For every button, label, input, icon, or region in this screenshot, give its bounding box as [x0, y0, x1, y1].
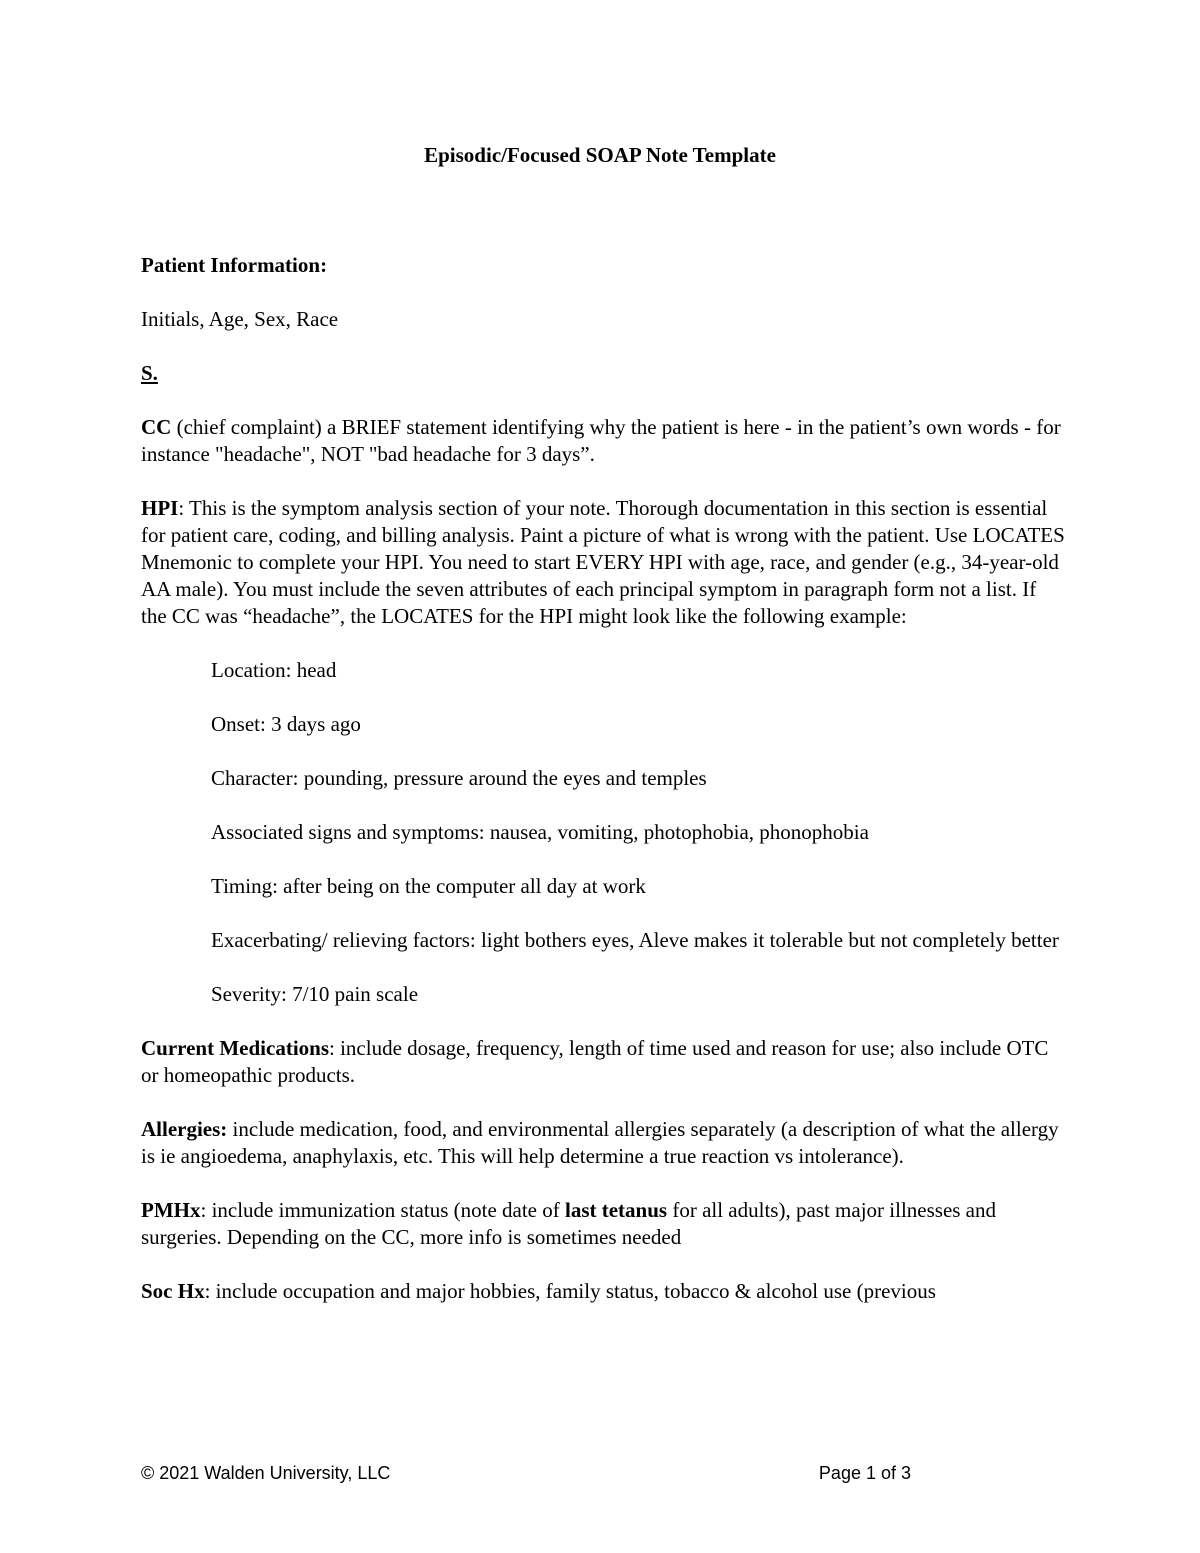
page-footer: [141, 1460, 911, 1487]
hpi-text: : This is the symptom analysis section of your note. Thorough documentation in this section is essential for patient care, coding, and billing analysis. Paint a picture of what is wrong with the patient. Use LOCATES Mnemonic to complete your HPI. You need to start EVERY HPI with age, race, and gender (e.g., 34-year-old AA male). You must include the seven attributes of each principal symptom in paragraph form not a list. If the CC was “headache”, the LOCATES for the HPI might look like the following example:: [141, 496, 1065, 628]
locates-exacerbating: Exacerbating/ relieving factors: light bothers eyes, Aleve makes it tolerable but not completely better: [211, 928, 1059, 952]
page-title: Episodic/Focused SOAP Note Template: [424, 143, 776, 167]
allergies-text: include medication, food, and environmental allergies separately (a description of what the allergy is ie angioedema, anaphylaxis, etc. This will help determine a true reaction vs intolerance).: [141, 1117, 1059, 1168]
pmhx-paragraph: [141, 1197, 1066, 1251]
sochx-paragraph: [141, 1278, 1066, 1305]
locates-timing: Timing: after being on the computer all day at work: [211, 874, 646, 898]
subjective-heading: S.: [141, 361, 158, 385]
allergies-paragraph: [141, 1116, 1066, 1170]
patient-info-fields: Initials, Age, Sex, Race: [141, 307, 339, 331]
cc-paragraph: [141, 414, 1066, 468]
allergies-label: Allergies:: [141, 1117, 228, 1141]
pmhx-text-1: : include immunization status (note date of: [200, 1198, 565, 1222]
patient-info-heading: Patient Information:: [141, 253, 328, 277]
footer-page-number: Page 1 of 3: [818, 1463, 911, 1483]
pmhx-label: PMHx: [141, 1198, 201, 1222]
footer-copyright: © 2021 Walden University, LLC: [141, 1463, 391, 1483]
medications-text: : include dosage, frequency, length of time used and reason for use; also include OTC or homeopathic products.: [141, 1036, 1049, 1087]
hpi-label: HPI: [141, 496, 179, 520]
medications-paragraph: [141, 1035, 1066, 1089]
pmhx-text-2: for all adults), past major illnesses and surgeries. Depending on the CC, more info is sometimes needed: [141, 1198, 997, 1249]
locates-location: Location: head: [211, 658, 337, 682]
locates-character: Character: pounding, pressure around the eyes and temples: [211, 766, 707, 790]
sochx-label: Soc Hx: [141, 1279, 205, 1303]
locates-associated: Associated signs and symptoms: nausea, vomiting, photophobia, phonophobia: [211, 820, 869, 844]
cc-text: (chief complaint) a BRIEF statement identifying why the patient is here - in the patient’s own words - for instance "headache", NOT "bad headache for 3 days”.: [141, 415, 1061, 466]
sochx-text: : include occupation and major hobbies, family status, tobacco & alcohol use (previous: [204, 1279, 936, 1303]
medications-label: Current Medications: [141, 1036, 330, 1060]
cc-label: CC: [141, 415, 172, 439]
document-body: [141, 142, 1066, 1305]
locates-severity: Severity: 7/10 pain scale: [211, 982, 419, 1006]
hpi-paragraph: [141, 495, 1066, 630]
locates-onset: Onset: 3 days ago: [211, 712, 361, 736]
pmhx-bold: last tetanus: [564, 1198, 668, 1222]
